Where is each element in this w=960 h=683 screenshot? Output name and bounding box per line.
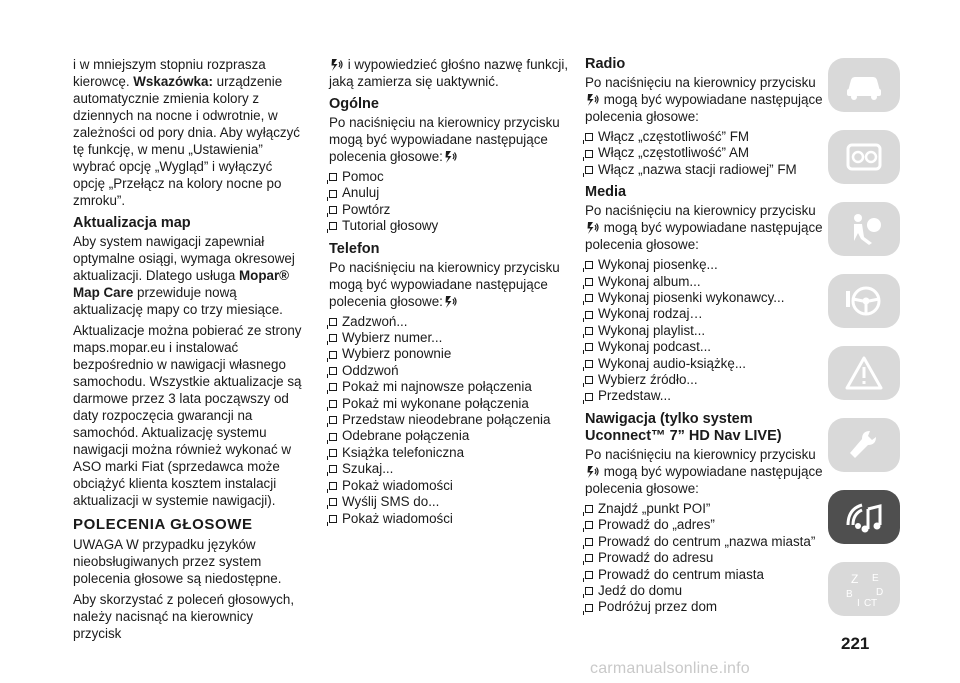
- radio-command-list: [585, 129, 823, 178]
- command-text: Wykonaj album...: [598, 273, 701, 289]
- command-text: Tutorial głosowy: [342, 218, 439, 234]
- command-item: [329, 330, 569, 346]
- command-text: Wybierz źródło...: [598, 372, 698, 388]
- command-text: Pokaż mi wykonane połączenia: [342, 395, 529, 411]
- command-item: [585, 306, 823, 322]
- bullet-icon: [329, 367, 337, 375]
- dashboard-icon: [842, 137, 886, 177]
- bullet-icon: [329, 498, 337, 506]
- command-text: Prowadź do adresu: [598, 550, 714, 566]
- paragraph-map-care: [73, 233, 305, 318]
- heading-general: Ogólne: [329, 96, 379, 112]
- bullet-icon: [585, 150, 593, 158]
- index-letter: I: [857, 598, 860, 609]
- bullet-icon: [585, 133, 593, 141]
- radio-intro: [585, 74, 823, 125]
- command-text: Włącz „nazwa stacji radiowej” FM: [598, 161, 797, 177]
- text: Po naciśnięciu na kierownicy przycisku: [585, 203, 816, 219]
- paragraph-night-colors: [73, 56, 305, 209]
- command-text: Pomoc: [342, 169, 384, 184]
- command-text: Anuluj: [342, 185, 380, 201]
- command-text: Wykonaj piosenki wykonawcy...: [598, 290, 785, 306]
- command-item: [585, 567, 823, 583]
- heading-map-update: Aktualizacja map: [73, 215, 191, 231]
- command-item: [329, 185, 569, 201]
- bullet-icon: [585, 261, 593, 269]
- chapter-sidebar: [828, 58, 900, 638]
- index-letter: C: [864, 598, 872, 609]
- paragraph-update-download: Aktualizacje można pobierać ze strony maps.mopar.eu i instalować bezpośrednio w nawigacji własnego samochodu. Wszystkie aktualizacje są darmowe przez 3 lata począwszy od daty rozpoczęcia gwarancji na samochód. Aktualizację systemu nawigacji można również wykonać w ASO marki Fiat (sprzedawca może obciążyć klienta kosztem instalacji aktualizacji w systemie nawigacji).: [73, 323, 302, 508]
- heading-voice-commands: POLECENIA GŁOSOWE: [73, 516, 253, 533]
- command-item: [329, 363, 569, 379]
- bullet-icon: [329, 334, 337, 342]
- tab-multimedia[interactable]: [828, 490, 900, 544]
- voice-command-icon: [586, 93, 599, 107]
- command-item: [329, 412, 569, 428]
- command-text: Pokaż mi najnowsze połączenia: [342, 379, 532, 395]
- command-item: [585, 339, 823, 355]
- command-item: [329, 428, 569, 444]
- text: Po naciśnięciu na kierownicy przycisku: [585, 75, 816, 90]
- command-item: [329, 346, 569, 362]
- command-text: Powtórz: [342, 201, 391, 217]
- command-item: [585, 257, 823, 273]
- heading-radio: Radio: [585, 56, 626, 72]
- command-text: Wybierz ponownie: [342, 346, 452, 362]
- tab-car[interactable]: [828, 58, 900, 112]
- steering-wheel-icon: [842, 281, 886, 321]
- voice-command-icon: [444, 150, 457, 164]
- command-item: [585, 274, 823, 290]
- bullet-icon: [329, 318, 337, 326]
- voice-command-icon: [330, 58, 343, 72]
- index-letter: E: [872, 573, 879, 584]
- index-letter: T: [871, 598, 878, 609]
- command-text: Przedstaw nieodebrane połączenia: [342, 412, 551, 428]
- watermark: carmanualsonline.info: [590, 660, 750, 677]
- command-item: [329, 218, 569, 234]
- index-letter: D: [876, 587, 884, 598]
- text: Po naciśnięciu na kierownicy przycisku mogą być wypowiadane następujące polecenia głosowe:: [329, 259, 560, 309]
- command-text: Włącz „częstotliwość” AM: [598, 145, 750, 161]
- command-text: Znajdź „punkt POI”: [598, 500, 711, 516]
- index-letter: B: [846, 589, 853, 600]
- text: mogą być wypowiadane następujące polecenia głosowe:: [585, 92, 823, 124]
- command-text: Wykonaj podcast...: [598, 339, 712, 355]
- command-text: Odebrane połączenia: [342, 428, 470, 444]
- bullet-icon: [329, 190, 337, 198]
- column-3: [585, 56, 823, 620]
- text: Po naciśnięciu na kierownicy przycisku: [585, 446, 816, 462]
- bullet-icon: [329, 515, 337, 523]
- multimedia-icon: [842, 497, 886, 537]
- command-text: Książka telefoniczna: [342, 444, 465, 460]
- phone-command-list: [329, 314, 569, 527]
- bullet-icon: [585, 604, 593, 612]
- text: mogą być wypowiadane następujące polecenia głosowe:: [585, 220, 823, 253]
- command-item: [585, 583, 823, 599]
- command-text: Zadzwoń...: [342, 313, 408, 329]
- general-command-list: [329, 169, 569, 235]
- bullet-icon: [329, 206, 337, 214]
- text: urządzenie automatycznie zmienia kolory z dziennych na nocne i odwrotnie, w zależności od pory dnia. Aby wyłączyć tę funkcję, w menu „Ustawienia” wybrać opcję „Wygląd” i wyłączyć opcję „Przełącz na kolory nocne po zmroku”.: [73, 74, 301, 208]
- command-item: [585, 550, 823, 566]
- bullet-icon: [585, 311, 593, 319]
- command-item: [585, 356, 823, 372]
- bullet-icon: [585, 376, 593, 384]
- voice-command-icon: [586, 465, 599, 479]
- bullet-icon: [585, 571, 593, 579]
- command-text: Przedstaw...: [598, 388, 671, 404]
- bullet-icon: [585, 587, 593, 595]
- bullet-icon: [329, 433, 337, 441]
- text: mogą być wypowiadane następujące polecenia głosowe:: [585, 463, 823, 496]
- bullet-icon: [585, 505, 593, 513]
- page-number: 221: [841, 634, 870, 653]
- command-item: [585, 129, 823, 145]
- command-text: Wykonaj rodzaj…: [598, 306, 703, 322]
- heading-media: Media: [585, 184, 627, 201]
- bullet-icon: [329, 416, 337, 424]
- command-text: Wykonaj playlist...: [598, 322, 706, 338]
- general-intro: [329, 114, 569, 165]
- command-item: [585, 517, 823, 533]
- column-2: [329, 56, 569, 531]
- tab-safety[interactable]: [828, 202, 900, 256]
- bullet-icon: [585, 294, 593, 302]
- command-text: Prowadź do centrum „nazwa miasta”: [598, 533, 816, 549]
- command-text: Szukaj...: [342, 461, 394, 477]
- phone-intro: [329, 259, 569, 310]
- paragraph-language-note: UWAGA W przypadku języków nieobsługiwanych przez system polecenia głosowe są niedostępne.: [73, 537, 282, 586]
- bullet-icon: [585, 327, 593, 335]
- command-text: Prowadź do „adres”: [598, 517, 715, 533]
- bullet-icon: [329, 465, 337, 473]
- tip-label: Wskazówka:: [133, 74, 213, 89]
- command-item: [585, 162, 823, 178]
- nav-intro: [585, 446, 823, 497]
- command-item: [329, 202, 569, 218]
- warning-triangle-icon: [842, 353, 886, 393]
- command-item: [329, 379, 569, 395]
- tab-starting-driving[interactable]: [828, 274, 900, 328]
- bullet-icon: [585, 343, 593, 351]
- text: i wypowiedzieć głośno nazwę funkcji, jaką zamierza się uaktywnić.: [329, 57, 569, 89]
- bullet-icon: [329, 383, 337, 391]
- bullet-icon: [585, 166, 593, 174]
- command-item: [585, 372, 823, 388]
- media-intro: [585, 202, 823, 253]
- text: i w mniejszym stopniu rozprasza kierowcę.: [73, 57, 266, 89]
- command-text: Pokaż wiadomości: [342, 477, 453, 493]
- airbag-icon: [842, 209, 886, 249]
- index-letter: Z: [851, 572, 859, 586]
- text: Po naciśnięciu na kierownicy przycisku mogą być wypowiadane następujące polecenia głosowe:: [329, 115, 560, 164]
- command-text: Podróżuj przez dom: [598, 599, 718, 615]
- heading-navigation: Nawigacja (tylko system Uconnect™ 7” HD Nav LIVE): [585, 410, 782, 444]
- paragraph-voice-usage-cont: [329, 56, 569, 90]
- command-text: Prowadź do centrum miasta: [598, 566, 764, 582]
- command-item: [329, 511, 569, 527]
- command-item: [329, 461, 569, 477]
- tab-index[interactable]: [828, 562, 900, 616]
- bullet-icon: [585, 360, 593, 368]
- command-text: Wybierz numer...: [342, 330, 443, 346]
- command-item: [329, 396, 569, 412]
- bullet-icon: [329, 449, 337, 457]
- index-letters-icon: [842, 569, 886, 609]
- nav-command-list: [585, 501, 823, 616]
- tab-maintenance[interactable]: [828, 418, 900, 472]
- command-text: Oddzwoń: [342, 362, 399, 378]
- command-text: Wyślij SMS do...: [342, 494, 440, 510]
- text: Aby system nawigacji zapewniał optymalne osiągi, wymaga okresowej aktualizacji. Dlatego usługa: [73, 234, 295, 283]
- command-item: [585, 290, 823, 306]
- tab-warnings[interactable]: [828, 346, 900, 400]
- bullet-icon: [585, 278, 593, 286]
- command-item: [329, 494, 569, 510]
- command-text: Wykonaj piosenkę...: [598, 257, 718, 273]
- text: przewiduje nową aktualizację mapy co trzy miesiące.: [73, 285, 283, 317]
- command-item: [329, 314, 569, 330]
- command-item: [585, 534, 823, 550]
- voice-command-icon: [444, 295, 457, 309]
- bullet-icon: [585, 393, 593, 401]
- bullet-icon: [329, 351, 337, 359]
- bullet-icon: [329, 173, 337, 181]
- command-item: [329, 445, 569, 461]
- command-item: [585, 599, 823, 615]
- bullet-icon: [585, 521, 593, 529]
- command-text: Włącz „częstotliwość” FM: [598, 129, 750, 144]
- command-text: Pokaż wiadomości: [342, 510, 453, 526]
- command-text: Wykonaj audio-książkę...: [598, 355, 746, 371]
- bullet-icon: [329, 482, 337, 490]
- voice-command-icon: [586, 221, 599, 235]
- bullet-icon: [585, 554, 593, 562]
- service-name: Mopar® Map Care: [73, 268, 290, 300]
- command-item: [585, 501, 823, 517]
- media-command-list: [585, 257, 823, 405]
- column-1: [73, 56, 305, 646]
- heading-phone: Telefon: [329, 240, 380, 257]
- paragraph-voice-usage: Aby skorzystać z poleceń głosowych, należy nacisnąć na kierownicy przycisk: [73, 592, 295, 641]
- bullet-icon: [585, 538, 593, 546]
- tab-dashboard[interactable]: [828, 130, 900, 184]
- wrench-icon: [842, 425, 886, 465]
- command-item: [329, 169, 569, 185]
- bullet-icon: [329, 400, 337, 408]
- command-text: Jedź do domu: [598, 582, 683, 598]
- command-item: [585, 323, 823, 339]
- command-item: [585, 388, 823, 404]
- car-icon: [842, 65, 886, 105]
- command-item: [585, 145, 823, 161]
- bullet-icon: [329, 222, 337, 230]
- command-item: [329, 478, 569, 494]
